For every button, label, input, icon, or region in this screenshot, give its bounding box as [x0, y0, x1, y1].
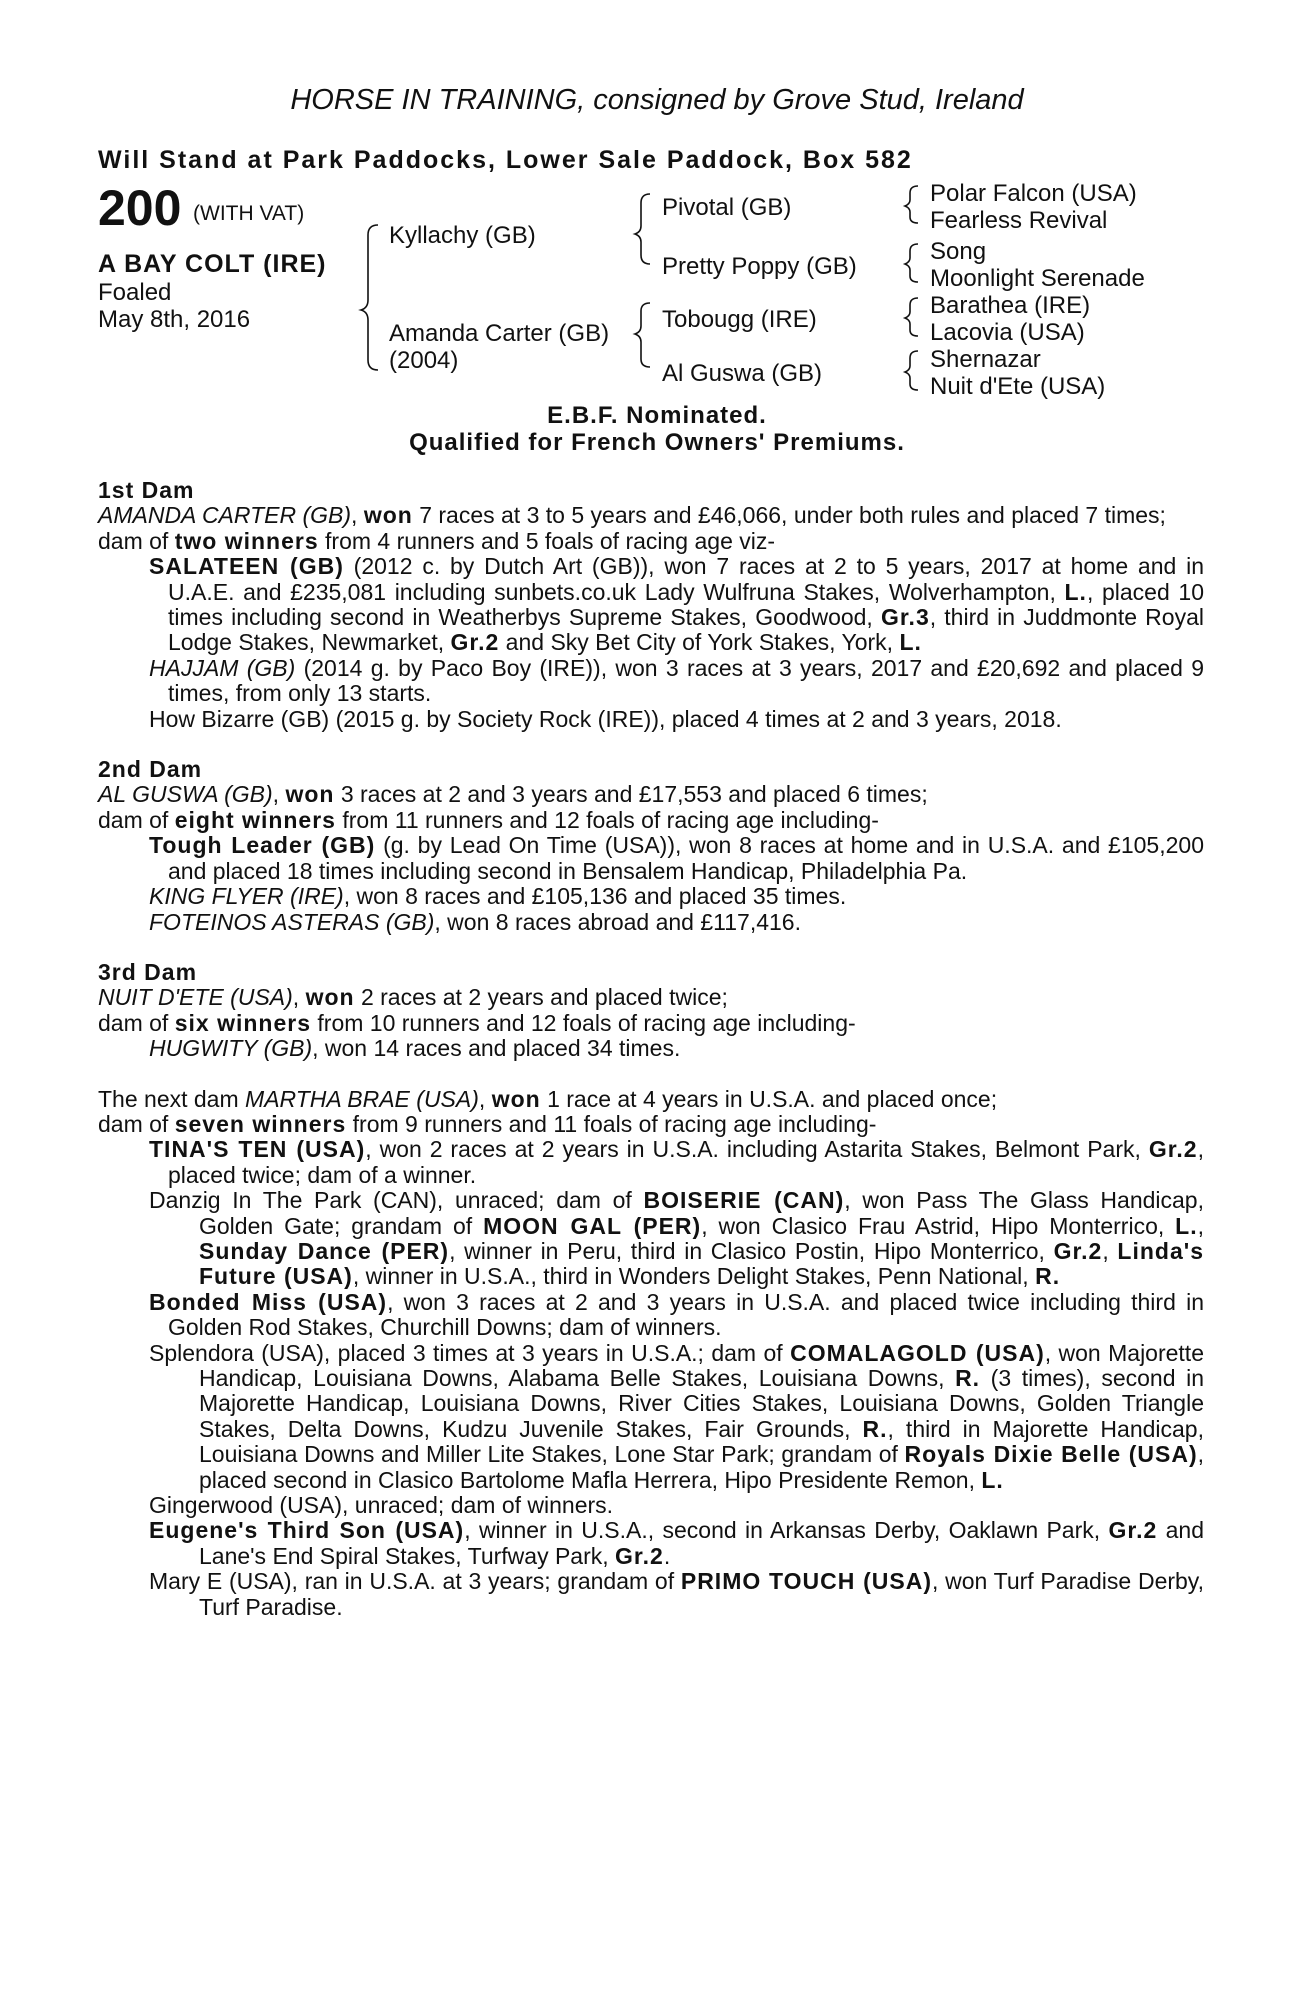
tinas-ten-gr2: Gr.2	[1148, 1136, 1198, 1163]
great-granddam-1: Fearless Revival	[930, 207, 1108, 234]
sire-brace	[635, 194, 650, 264]
foteinos-name: FOTEINOS ASTERAS (GB)	[149, 908, 435, 935]
eugene-text-2: and Lane's End Spiral Stakes, Turfway Park,	[199, 1517, 1204, 1569]
eugenes-third-son-entry	[98, 1518, 1204, 1569]
second-dam-name: AL GUSWA (GB)	[98, 781, 273, 808]
tinas-ten-name: TINA'S TEN (USA)	[149, 1136, 366, 1163]
sire-dam-brace	[361, 225, 378, 370]
third-dam-of: dam of	[98, 1009, 175, 1036]
great-grandsire-3: Barathea (IRE)	[930, 292, 1091, 319]
great-grandsire-1: Polar Falcon (USA)	[930, 180, 1137, 207]
foaled-label: Foaled	[98, 279, 172, 306]
pedigree-brackets	[0, 0, 1314, 420]
first-dam-runners: from 4 runners and 5 foals of racing age viz-	[318, 527, 776, 554]
great-grandsire-2: Song	[930, 238, 987, 265]
salateen-name: SALATEEN (GB)	[149, 553, 344, 580]
dam-dam-name: Al Guswa (GB)	[662, 360, 823, 387]
lot-number: 200	[98, 180, 182, 236]
second-dam-produce-1	[98, 833, 1204, 884]
splendora-entry	[98, 1341, 1204, 1493]
bonded-miss-text: , won 3 races at 2 and 3 years in U.S.A. and placed twice including third in Golden Rod Stakes, Churchill Downs; dam of winners.	[168, 1288, 1204, 1341]
third-dam-record-text: 2 races at 2 years and placed twice;	[354, 984, 728, 1011]
page-title: HORSE IN TRAINING, consigned by Grove Stud, Ireland	[290, 84, 1024, 116]
next-dam-record-text: 1 race at 4 years in U.S.A. and placed once;	[540, 1085, 998, 1112]
next-dam-name: MARTHA BRAE (USA)	[245, 1085, 479, 1112]
hajjam-name: HAJJAM (GB)	[149, 654, 296, 681]
danzig-text-1: Danzig In The Park (CAN), unraced; dam of	[149, 1187, 644, 1214]
sire-sire-name: Pivotal (GB)	[662, 194, 792, 221]
pretty-poppy-brace	[905, 244, 918, 282]
third-dam-won: won	[305, 984, 355, 1011]
danzig-text-4: ,	[1197, 1212, 1205, 1239]
third-dam-produce-1	[98, 1036, 1204, 1061]
sunday-dance-name: Sunday Dance (PER)	[199, 1237, 450, 1264]
royals-dixie-belle-name: Royals Dixie Belle (USA)	[904, 1441, 1198, 1468]
third-dam-produce-summary	[98, 1011, 1204, 1036]
splendora-text-3: (3 times), second in Majorette Handicap, Louisiana Downs, River Cities Stakes, Louisiana Downs, Golden Triangle Stakes, Delta Downs, Kudzu Juvenile Stakes, Fair Grounds,	[199, 1365, 1204, 1442]
danzig-gr2: Gr.2	[1053, 1237, 1103, 1264]
tinas-ten-text: , won 2 races at 2 years in U.S.A. including Astarita Stakes, Belmont Park,	[365, 1136, 1149, 1163]
second-dam-produce-summary	[98, 808, 1204, 833]
splendora-text-2: , won Majorette Handicap, Louisiana Downs, Alabama Belle Stakes, Louisiana Downs,	[199, 1339, 1204, 1391]
next-dam-runners: from 9 runners and 11 foals of racing age including-	[346, 1110, 877, 1137]
vat-note: (WITH VAT)	[193, 202, 305, 225]
third-dam-record: NUIT D'ETE (USA), won 2 races at 2 years and placed twice;	[98, 984, 728, 1011]
catalogue-body	[98, 478, 1204, 1620]
pivotal-brace	[905, 186, 918, 223]
second-dam-produce-3	[98, 910, 1204, 935]
mary-e-text-2: , won Turf Paradise Derby, Turf Paradise.	[199, 1568, 1204, 1620]
great-granddam-2: Moonlight Serenade	[930, 265, 1145, 292]
salateen-listed-2: L.	[899, 629, 922, 656]
eugene-gr2-b: Gr.2	[615, 1542, 664, 1569]
first-dam-record-text: 7 races at 3 to 5 years and £46,066, under both rules and placed 7 times;	[412, 502, 1166, 529]
salateen-text-3: , third in Juddmonte Royal Lodge Stakes, Newmarket,	[168, 604, 1204, 656]
tough-leader-name: Tough Leader (GB)	[149, 832, 376, 859]
hugwity-text: , won 14 races and placed 34 times.	[312, 1035, 681, 1062]
splendora-text-4: , third in Majorette Handicap, Louisiana Downs and Miller Lite Stakes, Lone Star Park; grandam of	[199, 1415, 1204, 1468]
stand-location: Will Stand at Park Paddocks, Lower Sale Paddock, Box 582	[98, 146, 913, 174]
primo-touch-name: PRIMO TOUCH (USA)	[680, 1568, 932, 1595]
first-dam-produce-2	[98, 656, 1204, 707]
eugenes-third-son-name: Eugene's Third Son (USA)	[149, 1517, 465, 1544]
foteinos-text: , won 8 races abroad and £117,416.	[434, 908, 801, 935]
hajjam-text: (2014 g. by Paco Boy (IRE)), won 3 races at 3 years, 2017 and £20,692 and placed 9 times, from only 13 starts.	[168, 654, 1205, 707]
sire-name: Kyllachy (GB)	[389, 222, 536, 249]
second-dam-runners: from 11 runners and 12 foals of racing age including-	[335, 806, 879, 833]
danzig-text-5: , winner in Peru, third in Clasico Postin, Hipo Monterrico,	[449, 1237, 1054, 1264]
tinas-ten-entry	[98, 1137, 1204, 1188]
first-dam-name: AMANDA CARTER (GB)	[98, 502, 352, 529]
first-dam-produce-1	[98, 554, 1204, 656]
second-dam-heading: 2nd Dam	[98, 756, 203, 783]
al-guswa-brace	[905, 351, 918, 390]
first-dam-produce-3: How Bizarre (GB) (2015 g. by Society Rock (IRE)), placed 4 times at 2 and 3 years, 2018.	[149, 705, 1062, 732]
danzig-restricted: R.	[1035, 1263, 1061, 1290]
next-dam-of: dam of	[98, 1110, 175, 1137]
lot-description: A BAY COLT (IRE)	[98, 250, 327, 278]
salateen-text-2: , placed 10 times including second in Weatherbys Supreme Stakes, Goodwood,	[168, 578, 1204, 631]
dam-brace	[635, 303, 650, 367]
salateen-listed-1: L.	[1064, 578, 1087, 605]
eugene-text-1: , winner in U.S.A., second in Arkansas Derby, Oaklawn Park,	[464, 1517, 1109, 1544]
tough-leader-text: (g. by Lead On Time (USA)), won 8 races at home and in U.S.A. and £105,200 and placed 18 times including second in Bensalem Handicap, Philadelphia Pa.	[168, 832, 1204, 884]
king-flyer-name: KING FLYER (IRE)	[149, 883, 344, 910]
next-dam-intro: The next dam	[98, 1085, 246, 1112]
next-dam-record: The next dam MARTHA BRAE (USA), won 1 race at 4 years in U.S.A. and placed once;	[98, 1085, 998, 1112]
splendora-listed: L.	[981, 1466, 1004, 1493]
salateen-gr3: Gr.3	[880, 604, 930, 631]
salateen-text-1: (2012 c. by Dutch Art (GB)), won 7 races at 2 to 5 years, 2017 at home and in U.A.E. and £235,081 including sunbets.co.uk Lady Wulfruna Stakes, Wolverhampton,	[168, 553, 1205, 605]
ebf-note: E.B.F. Nominated.	[547, 402, 767, 429]
danzig-entry	[98, 1188, 1204, 1290]
second-dam-produce-2	[98, 884, 1204, 909]
eugene-gr2-a: Gr.2	[1108, 1517, 1158, 1544]
next-dam-won: won	[491, 1085, 541, 1112]
splendora-restricted-1: R.	[955, 1365, 981, 1391]
second-dam-record-text: 3 races at 2 and 3 years and £17,553 and placed 6 times;	[334, 781, 928, 808]
second-dam-record: AL GUSWA (GB), won 3 races at 2 and 3 years and £17,553 and placed 6 times;	[98, 781, 928, 808]
hugwity-name: HUGWITY (GB)	[149, 1035, 313, 1062]
splendora-restricted-2: R.	[862, 1415, 888, 1442]
second-dam-of: dam of	[98, 806, 175, 833]
third-dam-winners-count: six winners	[174, 1009, 311, 1036]
next-dam-winners-count: seven winners	[174, 1110, 347, 1137]
third-dam-name: NUIT D'ETE (USA)	[98, 984, 293, 1011]
first-dam-of: dam of	[98, 527, 175, 554]
first-dam-produce-summary	[98, 529, 1204, 554]
great-granddam-4: Nuit d'Ete (USA)	[930, 373, 1106, 400]
king-flyer-text: , won 8 races and £105,136 and placed 35 times.	[343, 883, 847, 910]
next-dam-produce-summary	[98, 1112, 1204, 1137]
lindas-future-name: Linda's Future (USA)	[199, 1237, 1205, 1290]
splendora-text-5: , placed second in Clasico Bartolome Mafla Herrera, Hipo Presidente Remon,	[199, 1441, 1205, 1493]
tobougg-brace	[905, 298, 918, 336]
premiums-note: Qualified for French Owners' Premiums.	[409, 429, 905, 456]
first-dam-won: won	[363, 502, 413, 529]
danzig-text-2: , won Pass The Glass Handicap, Golden Gate; grandam of	[199, 1187, 1204, 1239]
bonded-miss-name: Bonded Miss (USA)	[149, 1288, 388, 1315]
eugene-text-3: .	[663, 1542, 671, 1569]
splendora-text-1: Splendora (USA), placed 3 times at 3 years in U.S.A.; dam of	[149, 1339, 791, 1366]
moon-gal-name: MOON GAL (PER)	[483, 1212, 702, 1239]
great-grandsire-4: Shernazar	[930, 346, 1041, 373]
dam-year: (2004)	[389, 347, 459, 374]
danzig-listed: L.	[1175, 1212, 1198, 1239]
mary-e-entry	[98, 1569, 1204, 1620]
dam-sire-name: Tobougg (IRE)	[662, 306, 817, 333]
sire-dam-name: Pretty Poppy (GB)	[662, 253, 857, 280]
bonded-miss-entry	[98, 1290, 1204, 1341]
salateen-text-4: and Sky Bet City of York Stakes, York,	[499, 629, 900, 656]
foaled-date: May 8th, 2016	[98, 306, 251, 333]
danzig-text-3: , won Clasico Frau Astrid, Hipo Monterrico,	[701, 1212, 1176, 1239]
first-dam-winners-count: two winners	[174, 527, 319, 554]
third-dam-runners: from 10 runners and 12 foals of racing age including-	[311, 1009, 856, 1036]
great-granddam-3: Lacovia (USA)	[930, 319, 1085, 346]
third-dam-heading: 3rd Dam	[98, 958, 198, 985]
tinas-ten-text-2: , placed twice; dam of a winner.	[168, 1136, 1204, 1188]
first-dam-heading: 1st Dam	[98, 477, 195, 503]
mary-e-text-1: Mary E (USA), ran in U.S.A. at 3 years; grandam of	[149, 1568, 681, 1595]
boiserie-name: BOISERIE (CAN)	[643, 1187, 845, 1214]
dam-name: Amanda Carter (GB)	[389, 320, 610, 347]
second-dam-won: won	[285, 781, 335, 808]
salateen-gr2: Gr.2	[450, 629, 500, 656]
danzig-text-7: , winner in U.S.A., third in Wonders Delight Stakes, Penn National,	[352, 1263, 1036, 1290]
second-dam-winners-count: eight winners	[174, 806, 336, 833]
first-dam-record: AMANDA CARTER (GB), won 7 races at 3 to 5 years and £46,066, under both rules and placed 7 times;	[98, 502, 1166, 529]
gingerwood-entry: Gingerwood (USA), unraced; dam of winners.	[149, 1492, 614, 1519]
danzig-text-6: ,	[1102, 1237, 1118, 1264]
comalagold-name: COMALAGOLD (USA)	[790, 1339, 1045, 1366]
